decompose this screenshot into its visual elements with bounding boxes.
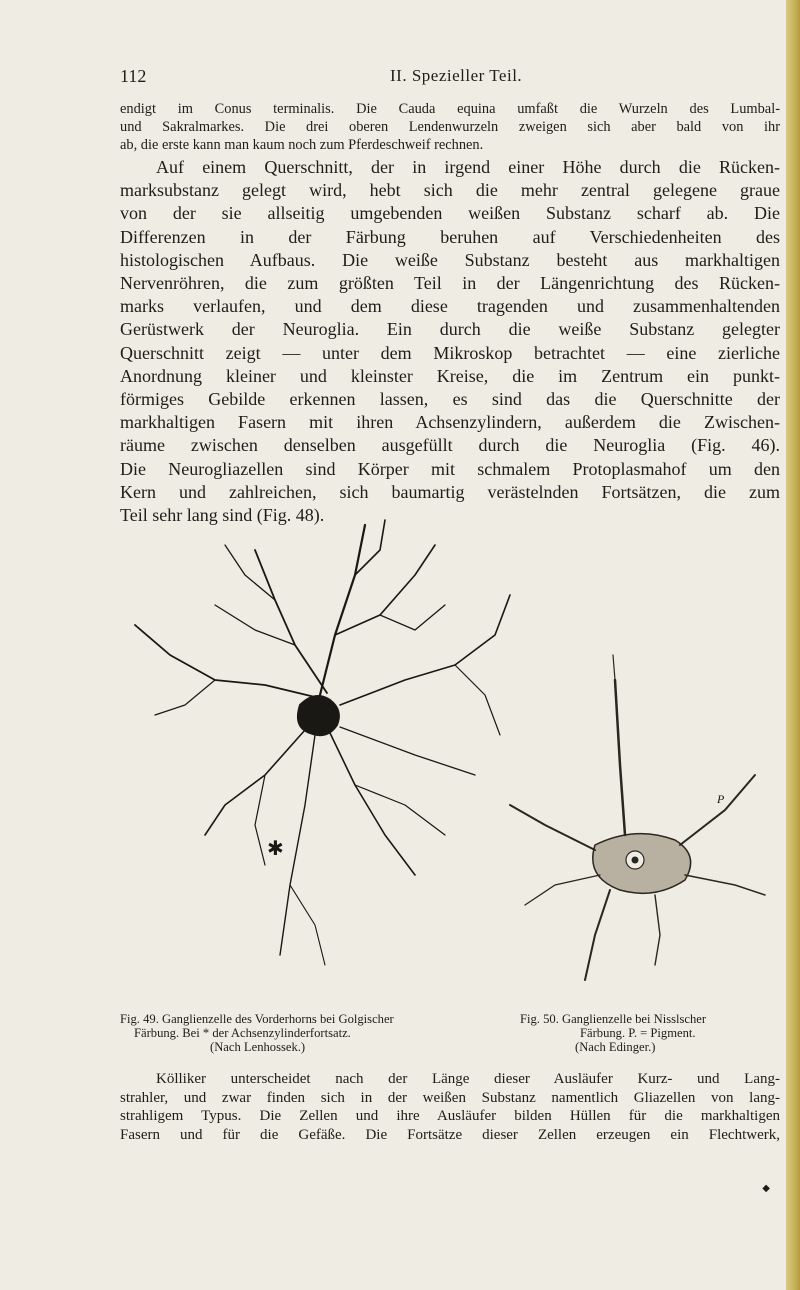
text-line: Gerüstwerk der Neuroglia. Ein durch die weiße Substanz gelegter xyxy=(120,319,780,340)
text-line: Teil sehr lang sind (Fig. 48). xyxy=(120,505,325,526)
text-line: und Sakralmarkes. Die drei oberen Lendenwurzeln zweigen sich aber bald von ihr xyxy=(120,119,780,135)
text-line: von der sie allseitig umgebenden weißen Substanz scharf ab. Die xyxy=(120,203,780,224)
text-line: räume zwischen denselben ausgefüllt durch die Neuroglia (Fig. 46). xyxy=(120,435,780,456)
figure-49-marker: ✱ xyxy=(267,836,284,860)
text-line: Kern und zahlreichen, sich baumartig verästelnden Fortsätzen, die zum xyxy=(120,481,780,502)
text-line: förmiges Gebilde erkennen lassen, es sind das die Querschnitte der xyxy=(120,389,780,410)
text-line: histologischen Aufbaus. Die weiße Substanz besteht aus markhaltigen xyxy=(120,249,780,270)
figure-49-caption xyxy=(120,1012,394,1054)
caption-line: (Nach Lenhossek.) xyxy=(210,1040,306,1054)
caption-line: Färbung. P. = Pigment. xyxy=(580,1026,696,1040)
text-line: Querschnitt zeigt — unter dem Mikroskop betrachtet — eine zierliche xyxy=(120,342,780,363)
paragraph-intro xyxy=(120,100,780,154)
text-line: Nervenröhren, die zum größten Teil in der Längenrichtung des Rücken- xyxy=(120,273,780,294)
caption-line: Fig. 50. Ganglienzelle bei Nisslscher xyxy=(520,1012,707,1026)
text-line: Die Neurogliazellen sind Körper mit schmalem Protoplasmahof um den xyxy=(120,458,780,479)
text-line: Differenzen in der Färbung beruhen auf Verschiedenheiten des xyxy=(120,226,780,247)
figure-50-caption xyxy=(520,1012,706,1054)
text-line: marks verlaufen, und dem diese tragenden und zusammenhaltenden xyxy=(120,296,780,317)
page-number: 112 xyxy=(120,66,147,86)
text-line: marksubstanz gelegt wird, hebt sich die mehr zentral gelegene graue xyxy=(120,180,780,201)
running-head: II. Spezieller Teil. xyxy=(390,66,523,85)
text-line: Anordnung kleiner und kleinster Kreise, die im Zentrum ein punkt- xyxy=(120,365,780,386)
text-line: markhaltigen Fasern mit ihren Achsenzylindern, außerdem die Zwischen- xyxy=(120,412,780,433)
paragraph-closing xyxy=(120,1070,780,1144)
figure-50-neuron xyxy=(510,655,765,980)
text-line: strahligem Typus. Die Zellen und ihre Ausläufer bilden Hüllen für die markhaltigen xyxy=(120,1108,780,1124)
caption-line: Färbung. Bei * der Achsenzylinderfortsatz. xyxy=(134,1026,351,1040)
page-header xyxy=(120,66,780,90)
text-line: Auf einem Querschnitt, der in irgend einer Höhe durch die Rücken- xyxy=(156,157,780,177)
text-line: Kölliker unterscheidet nach der Länge dieser Ausläufer Kurz- und Lang- xyxy=(156,1071,780,1087)
paragraph-main xyxy=(120,156,780,527)
text-line: strahler, und zwar finden sich in der weißen Substanz namentlich Gliazellen von lang- xyxy=(120,1089,780,1106)
text-line: Fasern und für die Gefäße. Die Fortsätze dieser Zellen erzeugen ein Flechtwerk, xyxy=(120,1126,780,1143)
text-line: endigt im Conus terminalis. Die Cauda equina umfaßt die Wurzeln des Lumbal- xyxy=(120,101,780,117)
page-edge xyxy=(786,0,800,1290)
figure-area xyxy=(115,505,775,1005)
caption-line: (Nach Edinger.) xyxy=(575,1040,656,1054)
footer-mark: ◆ xyxy=(762,1183,770,1194)
caption-line: Fig. 49. Ganglienzelle des Vorderhorns bei Golgischer xyxy=(120,1012,394,1026)
figure-49-neuron xyxy=(135,520,510,965)
text-line: ab, die erste kann man kaum noch zum Pferdeschweif rechnen. xyxy=(120,137,484,153)
figure-50-marker: P xyxy=(717,792,725,806)
